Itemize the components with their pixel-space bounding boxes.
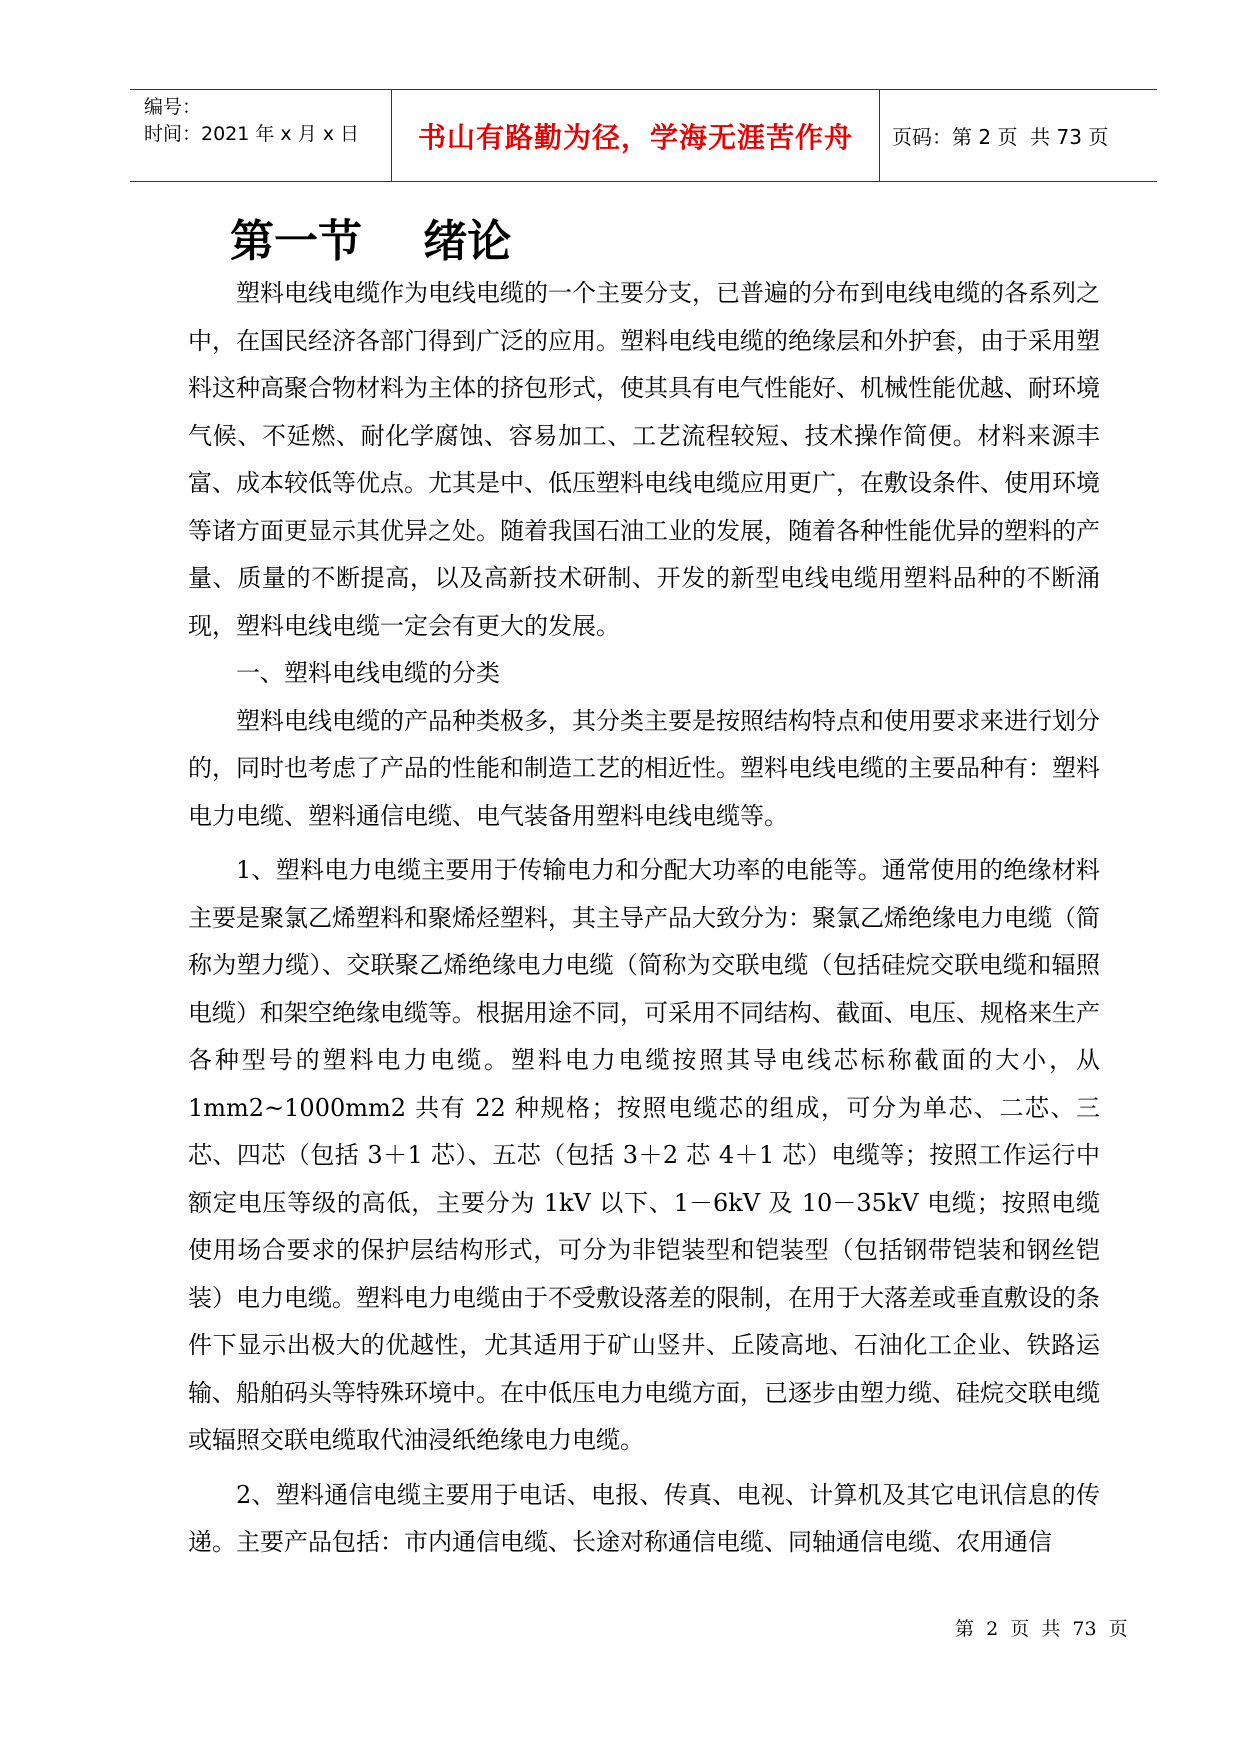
- paragraph-heading-classification: 一、塑料电线电缆的分类: [236, 659, 500, 687]
- document-number-label: 编号：: [144, 96, 202, 118]
- section-title: 第一节 绪论: [230, 216, 512, 267]
- header-info-cell: [130, 90, 392, 181]
- document-time-label: 时间：2021 年 x 月 x 日: [144, 123, 360, 145]
- paragraph-power-cable: 1、塑料电力电缆主要用于传输电力和分配大功率的电能等。通常使用的绝缘材料主要是聚氯乙烯塑料和聚烯烃塑料，其主导产品大致分为：聚氯乙烯绝缘电力电缆（简称为塑力缆）、交联聚乙烯绝缘电力电缆（简称为交联电缆（包括硅烷交联电缆和辐照电缆）和架空绝缘电缆等。根据用途不同，可采用不同结构、截面、电压、规格来生产各种型号的塑料电力电缆。塑料电力电缆按照其导电线芯标称截面的大小，从 1mm2~1000mm2 共有 22 种规格；按照电缆芯的组成，可分为单芯、二芯、三芯、四芯（包括 3＋1 芯）、五芯（包括 3＋2 芯 4＋1 芯）电缆等；按照工作运行中额定电压等级的高低，主要分为 1kV 以下、1－6kV 及 10－35kV 电缆；按照电缆使用场合要求的保护层结构形式，可分为非铠装型和铠装型（包括钢带铠装和钢丝铠装）电力电缆。塑料电力电缆由于不受敷设落差的限制，在用于大落差或垂直敷设的条件下显示出极大的优越性，尤其适用于矿山竖井、丘陵高地、石油化工企业、铁路运输、船舶码头等特殊环境中。在中低压电力电缆方面，已逐步由塑力缆、硅烷交联电缆或辐照交联电缆取代油浸纸绝缘电力电缆。: [188, 856, 1100, 1454]
- header-motto: 书山有路勤为径，学海无涯苦作舟: [392, 90, 880, 181]
- page-header: [130, 89, 1157, 182]
- header-page-label: 页码：第 2 页 共 73 页: [892, 125, 1109, 149]
- page-footer: 第 2 页 共 73 页: [955, 1618, 1128, 1640]
- paragraph-communication-cable: 2、塑料通信电缆主要用于电话、电报、传真、电视、计算机及其它电讯信息的传递。主要产品包括：市内通信电缆、长途对称通信电缆、同轴通信电缆、农用通信: [188, 1480, 1100, 1556]
- header-page-cell: [880, 90, 1157, 181]
- body-text: [188, 270, 1100, 1567]
- paragraph-classification: 塑料电线电缆的产品种类极多，其分类主要是按照结构特点和使用要求来进行划分的，同时也考虑了产品的性能和制造工艺的相近性。塑料电线电缆的主要品种有：塑料电力电缆、塑料通信电缆、电气装备用塑料电线电缆等。: [188, 706, 1100, 830]
- paragraph-intro: 塑料电线电缆作为电线电缆的一个主要分支，已普遍的分布到电线电缆的各系列之中，在国民经济各部门得到广泛的应用。塑料电线电缆的绝缘层和外护套，由于采用塑料这种高聚合物材料为主体的挤包形式，使其具有电气性能好、机械性能优越、耐环境气候、不延燃、耐化学腐蚀、容易加工、工艺流程较短、技术操作简便。材料来源丰富、成本较低等优点。尤其是中、低压塑料电线电缆应用更广，在敷设条件、使用环境等诸方面更显示其优异之处。随着我国石油工业的发展，随着各种性能优异的塑料的产量、质量的不断提高，以及高新技术研制、开发的新型电线电缆用塑料品种的不断涌现，塑料电线电缆一定会有更大的发展。: [188, 279, 1100, 640]
